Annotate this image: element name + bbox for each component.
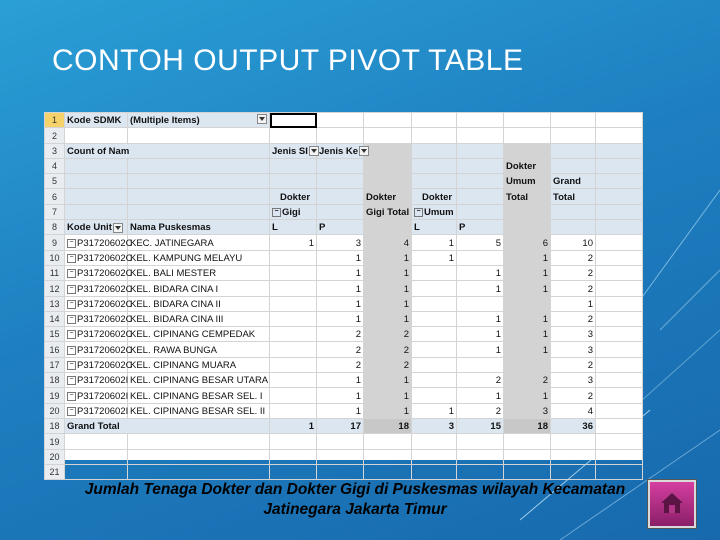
kode-unit-cell[interactable] — [65, 296, 133, 311]
table-row — [45, 373, 643, 388]
value-cell[interactable]: 1 — [504, 250, 551, 265]
slide-title: CONTOH OUTPUT PIVOT TABLE — [52, 44, 524, 77]
value-cell[interactable]: 1 — [270, 235, 317, 250]
value-cell[interactable]: 2 — [317, 342, 364, 357]
grand-total-row — [45, 418, 643, 433]
value-cell[interactable]: 1 — [364, 311, 412, 326]
home-button[interactable] — [648, 480, 696, 528]
sheet-row-6 — [45, 189, 643, 204]
collapse-icon[interactable] — [67, 392, 76, 401]
kode-unit-text: P31720602C — [77, 237, 133, 249]
values-field-label: Count of Nam — [65, 143, 270, 158]
value-cell[interactable] — [270, 311, 317, 326]
table-row — [45, 250, 643, 265]
row-header[interactable]: 21 — [45, 464, 65, 479]
collapse-icon[interactable] — [67, 285, 76, 294]
value-cell[interactable]: 1 — [317, 265, 364, 280]
row-header[interactable]: 18 — [45, 373, 65, 388]
table-row — [45, 327, 643, 342]
collapse-icon[interactable] — [67, 254, 76, 263]
nama-puskesmas-cell[interactable]: KEC. JATINEGARA — [128, 235, 270, 250]
row-header[interactable]: 19 — [45, 388, 65, 403]
column-header: Gigi Total — [364, 204, 412, 219]
row-header[interactable]: 5 — [45, 174, 65, 189]
filter-field-value[interactable] — [128, 113, 270, 128]
value-cell[interactable] — [457, 250, 504, 265]
value-cell[interactable]: 2 — [551, 265, 596, 280]
value-cell[interactable]: 1 — [457, 342, 504, 357]
value-cell[interactable]: 1 — [317, 403, 364, 418]
table-row — [45, 311, 643, 326]
value-cell[interactable]: 1 — [412, 250, 457, 265]
value-cell[interactable] — [412, 357, 457, 372]
row-header[interactable]: 13 — [45, 296, 65, 311]
value-cell[interactable]: 2 — [457, 403, 504, 418]
row-header[interactable]: 16 — [45, 342, 65, 357]
nama-puskesmas-cell[interactable]: KEL. CIPINANG BESAR UTARA — [128, 373, 270, 388]
value-cell[interactable]: 1 — [317, 296, 364, 311]
table-row — [45, 265, 643, 280]
value-cell[interactable]: 1 — [504, 311, 551, 326]
filter-dropdown-icon[interactable] — [257, 114, 267, 124]
value-cell[interactable] — [412, 388, 457, 403]
column-header: Dokter — [270, 189, 317, 204]
row-header[interactable]: 19 — [45, 434, 65, 449]
column-header-text: Umum — [424, 207, 454, 219]
value-cell[interactable] — [270, 342, 317, 357]
collapse-icon[interactable] — [67, 346, 76, 355]
sheet-row-19 — [45, 434, 643, 449]
value-cell[interactable]: 2 — [551, 281, 596, 296]
column-field-text: Jenis SI — [272, 145, 308, 157]
row-header[interactable]: 2 — [45, 128, 65, 143]
value-cell[interactable] — [412, 373, 457, 388]
row-header[interactable]: 12 — [45, 281, 65, 296]
kode-unit-cell[interactable] — [65, 281, 133, 296]
value-cell[interactable]: 1 — [364, 265, 412, 280]
kode-unit-cell[interactable] — [65, 403, 128, 418]
value-cell[interactable]: 1 — [412, 403, 457, 418]
nama-puskesmas-cell[interactable]: KEL. BIDARA CINA III — [128, 311, 270, 326]
value-cell[interactable]: 4 — [551, 403, 596, 418]
spreadsheet-pivot-table[interactable] — [44, 112, 642, 478]
value-cell[interactable]: 2 — [364, 342, 412, 357]
sheet-row-4 — [45, 158, 643, 173]
kode-unit-cell[interactable] — [65, 311, 133, 326]
collapse-icon[interactable] — [67, 407, 76, 416]
value-cell[interactable] — [504, 357, 551, 372]
total-cell[interactable]: 17 — [317, 418, 364, 433]
kode-unit-text: P31720602C — [77, 329, 133, 341]
value-cell[interactable]: 1 — [457, 388, 504, 403]
row-header[interactable]: 15 — [45, 327, 65, 342]
value-cell[interactable] — [270, 265, 317, 280]
row-header[interactable]: 10 — [45, 250, 65, 265]
row-header[interactable]: 9 — [45, 235, 65, 250]
total-cell[interactable]: 15 — [457, 418, 504, 433]
value-cell[interactable]: 2 — [504, 373, 551, 388]
kode-unit-text: P31720602I — [77, 405, 129, 417]
collapse-icon[interactable] — [67, 361, 76, 370]
row-header[interactable]: 14 — [45, 311, 65, 326]
collapse-icon[interactable] — [414, 208, 423, 217]
column-header: Grand — [551, 174, 596, 189]
table-row — [45, 357, 643, 372]
value-cell[interactable] — [270, 373, 317, 388]
column-header: L — [270, 220, 317, 235]
row-header[interactable]: 20 — [45, 403, 65, 418]
table-row — [45, 296, 643, 311]
value-cell[interactable]: 1 — [364, 296, 412, 311]
nama-puskesmas-cell[interactable]: KEL. BALI MESTER — [128, 265, 270, 280]
nama-puskesmas-cell[interactable]: KEL. KAMPUNG MELAYU — [128, 250, 270, 265]
column-field-dropdown-icon[interactable] — [359, 146, 369, 156]
sheet-row-7 — [45, 204, 643, 219]
row-header[interactable]: 6 — [45, 189, 65, 204]
column-header: Total — [504, 189, 551, 204]
value-cell[interactable]: 1 — [504, 342, 551, 357]
active-cell[interactable] — [270, 113, 317, 128]
value-cell[interactable] — [412, 296, 457, 311]
value-cell[interactable]: 1 — [364, 250, 412, 265]
value-cell[interactable] — [270, 388, 317, 403]
total-cell[interactable]: 36 — [551, 418, 596, 433]
value-cell[interactable]: 1 — [457, 265, 504, 280]
kode-unit-cell[interactable] — [65, 357, 133, 372]
value-cell[interactable]: 1 — [504, 327, 551, 342]
caption-line-2: Jatinegara Jakarta Timur — [263, 501, 447, 518]
filter-value-text: (Multiple Items) — [130, 115, 200, 127]
value-cell[interactable]: 5 — [457, 235, 504, 250]
value-cell[interactable]: 1 — [364, 281, 412, 296]
row-header[interactable]: 3 — [45, 143, 65, 158]
nama-puskesmas-cell[interactable]: KEL. RAWA BUNGA — [128, 342, 270, 357]
value-cell[interactable]: 3 — [551, 342, 596, 357]
nama-puskesmas-cell[interactable]: KEL. BIDARA CINA I — [128, 281, 270, 296]
kode-unit-cell[interactable] — [65, 373, 128, 388]
value-cell[interactable]: 1 — [457, 311, 504, 326]
value-cell[interactable] — [412, 311, 457, 326]
column-header-text: Gigi — [282, 207, 301, 219]
kode-unit-text: P31720602C — [77, 268, 133, 280]
value-cell[interactable] — [412, 342, 457, 357]
value-cell[interactable]: 1 — [317, 373, 364, 388]
row-header[interactable]: 11 — [45, 265, 65, 280]
value-cell[interactable]: 6 — [504, 235, 551, 250]
caption-line-1: Jumlah Tenaga Dokter dan Dokter Gigi di Puskesmas wilayah Kecamatan — [84, 481, 626, 498]
value-cell[interactable] — [270, 250, 317, 265]
value-cell[interactable]: 1 — [364, 373, 412, 388]
sheet-row-1 — [45, 113, 643, 128]
filter-field-label: Kode SDMK — [65, 113, 128, 128]
value-cell[interactable]: 3 — [551, 373, 596, 388]
column-field-jenis-si[interactable] — [270, 143, 317, 158]
value-cell[interactable] — [270, 327, 317, 342]
value-cell[interactable] — [457, 357, 504, 372]
kode-unit-text: P31720602C — [77, 344, 133, 356]
collapse-icon[interactable] — [67, 239, 76, 248]
slide-caption — [20, 480, 690, 520]
value-cell[interactable] — [412, 265, 457, 280]
nama-puskesmas-cell[interactable]: KEL. CIPINANG CEMPEDAK — [128, 327, 270, 342]
row-field-text: Kode Unit — [67, 222, 112, 234]
table-row — [45, 342, 643, 357]
kode-unit-cell[interactable] — [65, 265, 133, 280]
collapse-icon[interactable] — [67, 315, 76, 324]
value-cell[interactable]: 2 — [551, 357, 596, 372]
collapse-icon[interactable] — [67, 376, 76, 385]
nama-puskesmas-cell[interactable]: KEL. BIDARA CINA II — [128, 296, 270, 311]
value-cell[interactable]: 1 — [317, 250, 364, 265]
row-header[interactable]: 17 — [45, 357, 65, 372]
value-cell[interactable]: 1 — [364, 388, 412, 403]
value-cell[interactable]: 2 — [317, 357, 364, 372]
column-header: Dokter — [412, 189, 457, 204]
total-cell[interactable]: 1 — [270, 418, 317, 433]
column-header-dokter-umum[interactable] — [412, 204, 457, 219]
value-cell[interactable]: 2 — [551, 388, 596, 403]
kode-unit-cell[interactable] — [65, 388, 128, 403]
column-header: Dokter — [504, 158, 551, 173]
table-row — [45, 403, 643, 418]
row-field-dropdown-icon[interactable] — [113, 223, 123, 233]
column-field-dropdown-icon[interactable] — [309, 146, 319, 156]
table-row — [45, 281, 643, 296]
value-cell[interactable] — [412, 281, 457, 296]
nama-puskesmas-cell[interactable]: KEL. CIPINANG MUARA — [128, 357, 270, 372]
value-cell[interactable]: 1 — [412, 235, 457, 250]
kode-unit-text: P31720602C — [77, 314, 133, 326]
kode-unit-cell[interactable] — [65, 250, 133, 265]
value-cell[interactable] — [270, 357, 317, 372]
value-cell[interactable]: 2 — [364, 357, 412, 372]
value-cell[interactable]: 2 — [551, 311, 596, 326]
sheet-row-3 — [45, 143, 643, 158]
value-cell[interactable]: 4 — [364, 235, 412, 250]
sheet-row-21 — [45, 464, 643, 479]
value-cell[interactable]: 1 — [504, 281, 551, 296]
column-header: Dokter — [364, 189, 412, 204]
nama-puskesmas-cell[interactable]: KEL. CIPINANG BESAR SEL. II — [128, 403, 270, 418]
column-field-text: Jenis Ke — [319, 145, 359, 157]
value-cell[interactable]: 1 — [364, 403, 412, 418]
value-cell[interactable] — [270, 403, 317, 418]
sheet-row-8 — [45, 220, 643, 235]
value-cell[interactable] — [457, 296, 504, 311]
value-cell[interactable]: 10 — [551, 235, 596, 250]
value-cell[interactable]: 1 — [457, 281, 504, 296]
value-cell[interactable]: 1 — [551, 296, 596, 311]
row-header[interactable]: 18 — [45, 418, 65, 433]
value-cell[interactable] — [504, 296, 551, 311]
value-cell[interactable]: 1 — [504, 265, 551, 280]
value-cell[interactable] — [270, 296, 317, 311]
total-cell[interactable]: 18 — [504, 418, 551, 433]
kode-unit-text: P31720602C — [77, 252, 133, 264]
collapse-icon[interactable] — [67, 269, 76, 278]
kode-unit-text: P31720602C — [77, 360, 133, 372]
column-header: P — [317, 220, 364, 235]
value-cell[interactable]: 3 — [551, 327, 596, 342]
value-cell[interactable]: 1 — [504, 388, 551, 403]
column-header: L — [412, 220, 457, 235]
total-cell[interactable]: 18 — [364, 418, 412, 433]
row-header[interactable]: 7 — [45, 204, 65, 219]
grand-total-label: Grand Total — [65, 418, 270, 433]
kode-unit-text: P31720602C — [77, 283, 133, 295]
value-cell[interactable] — [270, 281, 317, 296]
collapse-icon[interactable] — [67, 330, 76, 339]
value-cell[interactable]: 2 — [551, 250, 596, 265]
collapse-icon[interactable] — [272, 208, 281, 217]
value-cell[interactable]: 3 — [317, 235, 364, 250]
value-cell[interactable]: 1 — [317, 388, 364, 403]
kode-unit-cell[interactable] — [65, 342, 133, 357]
value-cell[interactable]: 2 — [317, 327, 364, 342]
kode-unit-text: P31720602I — [77, 390, 129, 402]
value-cell[interactable]: 2 — [364, 327, 412, 342]
kode-unit-cell[interactable] — [65, 327, 133, 342]
home-icon — [659, 490, 685, 516]
column-header: Umum — [504, 174, 551, 189]
row-header[interactable]: 20 — [45, 449, 65, 464]
kode-unit-cell[interactable] — [65, 235, 133, 250]
value-cell[interactable]: 2 — [457, 373, 504, 388]
row-field-kode-unit[interactable] — [65, 220, 128, 235]
nama-puskesmas-cell[interactable]: KEL. CIPINANG BESAR SEL. I — [128, 388, 270, 403]
pivot-grid — [44, 112, 643, 480]
collapse-icon[interactable] — [67, 300, 76, 309]
column-header: Total — [551, 189, 596, 204]
value-cell[interactable] — [412, 327, 457, 342]
row-header[interactable]: 4 — [45, 158, 65, 173]
column-header: P — [457, 220, 504, 235]
row-field-nama-puskesmas: Nama Puskesmas — [128, 220, 270, 235]
table-row — [45, 388, 643, 403]
row-header[interactable]: 8 — [45, 220, 65, 235]
column-field-jenis-ke[interactable] — [317, 143, 364, 158]
total-cell[interactable]: 3 — [412, 418, 457, 433]
kode-unit-text: P31720602C — [77, 298, 133, 310]
sheet-row-2 — [45, 128, 643, 143]
value-cell[interactable]: 1 — [457, 327, 504, 342]
sheet-row-5 — [45, 174, 643, 189]
column-header-dokter-gigi[interactable] — [270, 204, 317, 219]
table-row — [45, 235, 643, 250]
kode-unit-text: P31720602I — [77, 375, 129, 387]
value-cell[interactable]: 1 — [317, 281, 364, 296]
sheet-row-20 — [45, 449, 643, 464]
row-header[interactable]: 1 — [45, 113, 65, 128]
value-cell[interactable]: 3 — [504, 403, 551, 418]
value-cell[interactable]: 1 — [317, 311, 364, 326]
